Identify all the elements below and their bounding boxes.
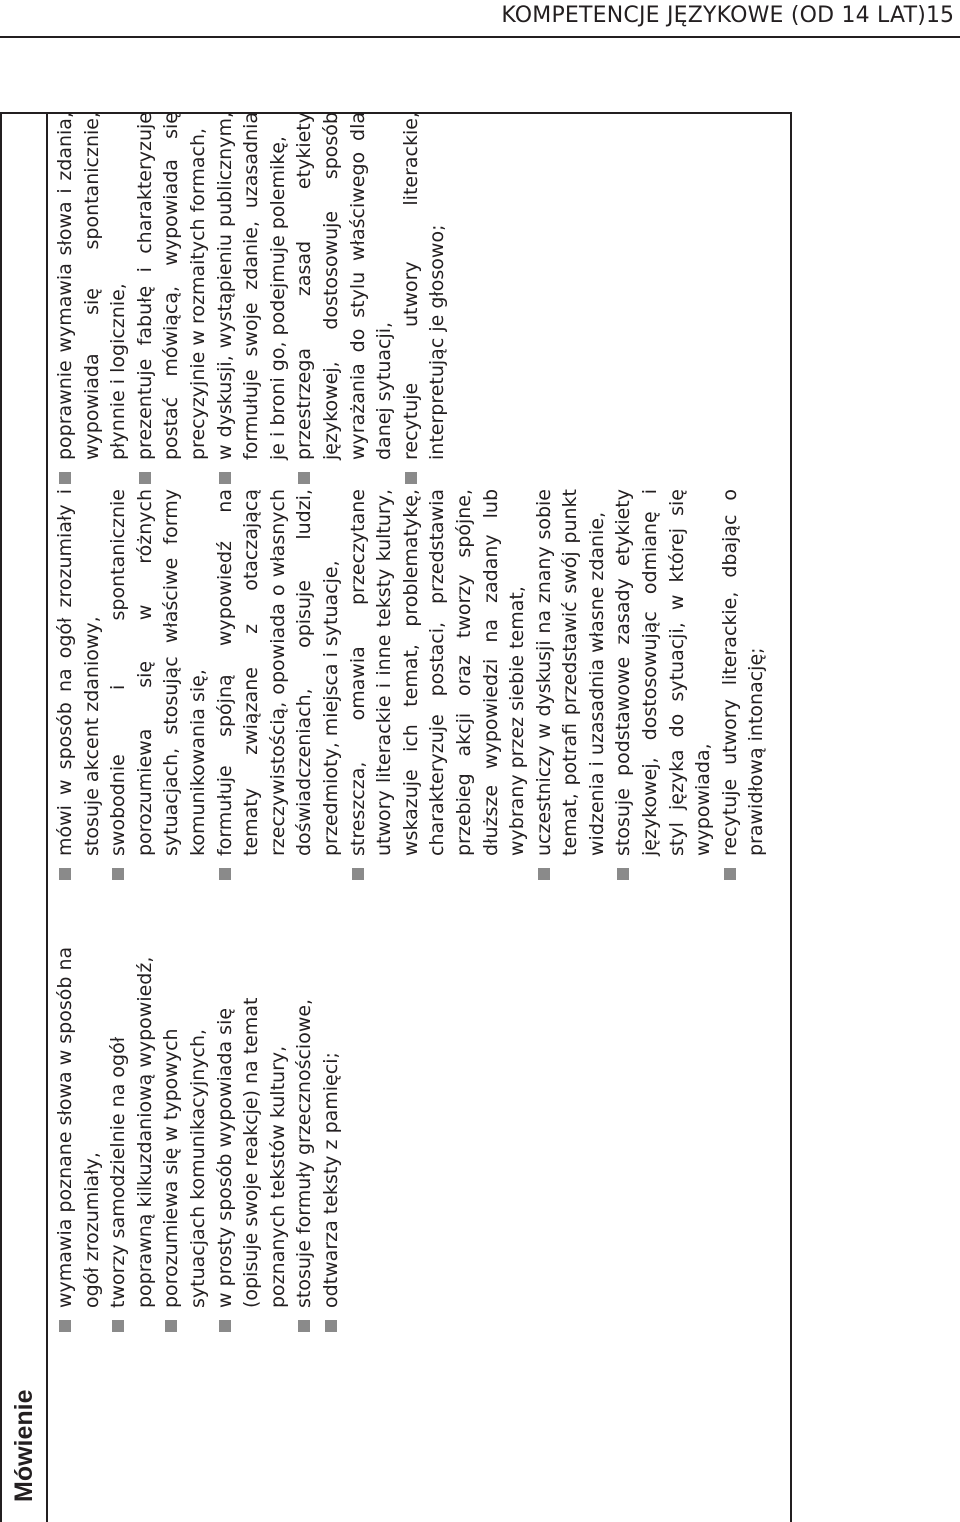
square-bullet-icon: [112, 1320, 124, 1332]
column-advanced: [52, 112, 451, 486]
square-bullet-icon: [59, 1320, 71, 1332]
requirement-list: [52, 944, 345, 1334]
list-item: [717, 489, 770, 882]
square-bullet-icon: [139, 472, 151, 484]
running-head: KOMPETENCJE JĘZYKOWE (OD 14 LAT): [501, 3, 926, 28]
list-item: [105, 489, 211, 882]
list-item-text: stosuje formuły grzecznościowe,: [293, 998, 316, 1308]
list-item: [345, 489, 531, 882]
list-item: [291, 112, 397, 486]
list-item-text: wymawia poznane słowa w sposób na ogół zrozumiały,: [54, 946, 103, 1308]
list-item-text: prezentuje fabułę i charakteryzuje postać mówiącą, wypowiada się precyzyjnie w rozmaitych formach,: [133, 112, 209, 460]
list-item-text: stosuje podstawowe zasady etykiety językowej, dostosowując odmianę i styl języka do sytuacji, w której się wypowiada,: [612, 489, 715, 856]
list-item-text: swobodnie i spontanicznie porozumiewa się w różnych sytuacjach, stosując właściwe formy komunikowania się,: [107, 489, 209, 856]
list-item-text: uczestniczy w dyskusji na znany sobie temat, potrafi przedstawić swój punkt widzenia i uzasadnia własne zdanie,: [532, 489, 608, 856]
list-item: [132, 112, 212, 486]
list-item-text: w dyskusji, wystąpieniu publicznym, formułuje swoje zdanie, uzasadnia je i broni go, podejmuje polemikę,: [213, 112, 289, 460]
column-basic: [52, 944, 345, 1334]
list-item-text: poprawnie wymawia słowa i zdania, wypowiada się spontanicznie, płynnie i logicznie,: [54, 112, 130, 460]
list-item-text: mówi w sposób na ogół zrozumiały i stosuje akcent zdaniowy,: [54, 489, 103, 856]
list-item-text: w prosty sposób wypowiada się (opisuje swoje reakcje) na temat poznanych tekstów kultury,: [213, 997, 289, 1308]
list-item-text: porozumiewa się w typowych sytuacjach komunikacyjnych,: [160, 1028, 209, 1308]
list-item: [212, 489, 345, 882]
list-item: [291, 944, 318, 1334]
square-bullet-icon: [112, 868, 124, 880]
header-rule: [0, 36, 960, 38]
square-bullet-icon: [298, 1320, 310, 1332]
requirement-list: [52, 489, 770, 882]
square-bullet-icon: [724, 868, 736, 880]
list-item-text: streszcza, omawia przeczytane utwory literackie i inne teksty kultury, wskazuje ich temat, problematykę, charakteryzuje postaci, przedstawia przebieg akcji oraz tworzy spójne, dłuższe wypowiedzi na zadany lub wybrany przez siebie temat,: [346, 489, 529, 856]
page-number: 15: [926, 3, 954, 28]
square-bullet-icon: [219, 1320, 231, 1332]
square-bullet-icon: [59, 868, 71, 880]
section-rule: [46, 112, 48, 1522]
list-item: [318, 944, 345, 1334]
list-item: [52, 944, 105, 1334]
list-item: [398, 112, 451, 486]
list-item-text: tworzy samodzielnie na ogół poprawną kilkuzdaniową wypowiedź,: [107, 956, 156, 1308]
rotated-table: [0, 112, 792, 1522]
square-bullet-icon: [352, 868, 364, 880]
column-extended: [52, 489, 770, 882]
list-item: [105, 944, 158, 1334]
list-item-text: przestrzega zasad etykiety językowej, dostosowuje sposób wyrażania do stylu właściwego dla danej sytuacji,: [293, 112, 396, 460]
list-item: [158, 944, 211, 1334]
list-item-text: formułuje spójną wypowiedź na tematy związane z otaczającą rzeczywistością, opowiada o własnych doświadczeniach, opisuje ludzi, przedmioty, miejsca i sytuacje,: [213, 489, 342, 856]
square-bullet-icon: [405, 472, 417, 484]
list-item: [212, 112, 292, 486]
square-bullet-icon: [59, 472, 71, 484]
list-item-text: recytuje utwory literackie, dbając o prawidłową intonację;: [718, 489, 768, 856]
square-bullet-icon: [219, 868, 231, 880]
square-bullet-icon: [165, 1320, 177, 1332]
square-bullet-icon: [538, 868, 550, 880]
list-item: [610, 489, 716, 882]
page-header: [0, 0, 960, 36]
list-item: [531, 489, 611, 882]
square-bullet-icon: [298, 472, 310, 484]
list-item-text: recytuje utwory literackie, interpretując je głosowo;: [399, 112, 449, 460]
list-item: [212, 944, 292, 1334]
square-bullet-icon: [617, 868, 629, 880]
section-title: Mówienie: [10, 1389, 38, 1502]
requirement-list: [52, 112, 451, 486]
list-item-text: odtwarza teksty z pamięci;: [319, 1052, 342, 1308]
square-bullet-icon: [325, 1320, 337, 1332]
list-item: [52, 112, 132, 486]
square-bullet-icon: [219, 472, 231, 484]
list-item: [52, 489, 105, 882]
